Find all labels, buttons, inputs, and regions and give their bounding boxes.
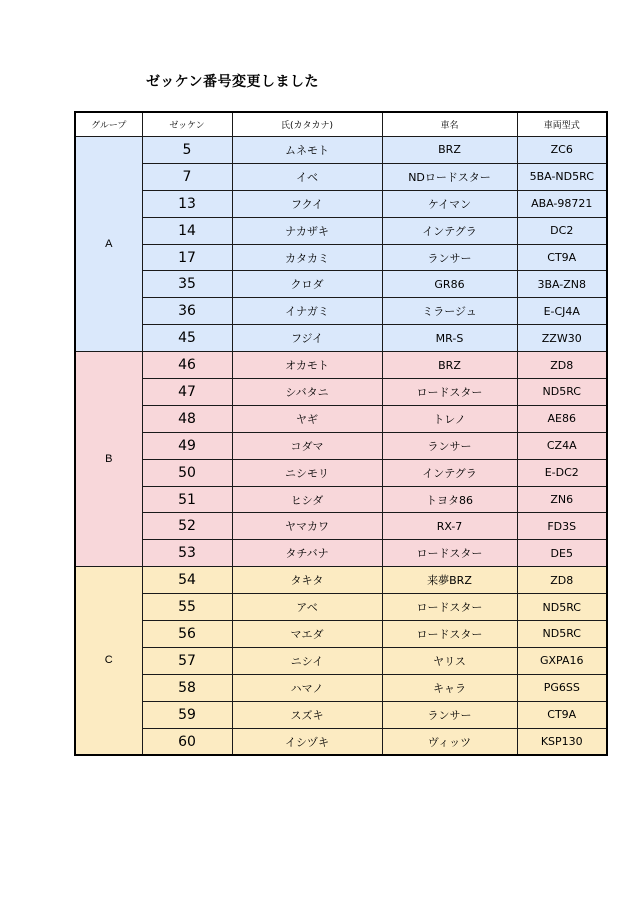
car-name-cell: ランサー [382,701,517,728]
driver-name-cell: マエダ [232,621,382,648]
car-model-cell: FD3S [517,513,607,540]
bib-number-cell: 58 [142,674,232,701]
bib-number-cell: 17 [142,244,232,271]
driver-name-cell: ハマノ [232,674,382,701]
driver-name-cell: イベ [232,163,382,190]
table-row [75,486,607,513]
car-model-cell: CT9A [517,244,607,271]
table-header-row [75,112,607,137]
car-name-cell: キャラ [382,674,517,701]
car-model-cell: KSP130 [517,728,607,755]
table-row [75,325,607,352]
table-row [75,244,607,271]
table-row [75,701,607,728]
bib-number-cell: 49 [142,432,232,459]
car-model-cell: ZN6 [517,486,607,513]
driver-name-cell: カタカミ [232,244,382,271]
table-row [75,647,607,674]
car-model-cell: ABA-98721 [517,190,607,217]
driver-name-cell: スズキ [232,701,382,728]
table-row [75,513,607,540]
car-name-cell: MR-S [382,325,517,352]
car-name-cell: ヤリス [382,647,517,674]
driver-name-cell: イシヅキ [232,728,382,755]
bib-number-cell: 14 [142,217,232,244]
driver-name-cell: シバタニ [232,379,382,406]
driver-name-cell: タチバナ [232,540,382,567]
header-model: 車両型式 [517,112,607,137]
car-model-cell: ZC6 [517,137,607,164]
car-model-cell: GXPA16 [517,647,607,674]
driver-name-cell: ナカザキ [232,217,382,244]
table-row [75,540,607,567]
car-name-cell: インテグラ [382,217,517,244]
driver-name-cell: タキタ [232,567,382,594]
car-model-cell: ND5RC [517,379,607,406]
table-row [75,190,607,217]
group-label-a: A [75,137,142,352]
car-model-cell: 3BA-ZN8 [517,271,607,298]
table-row [75,271,607,298]
driver-name-cell: コダマ [232,432,382,459]
header-name: 氏(カタカナ) [232,112,382,137]
driver-name-cell: イナガミ [232,298,382,325]
table-row [75,432,607,459]
car-name-cell: インテグラ [382,459,517,486]
driver-name-cell: ムネモト [232,137,382,164]
bib-number-cell: 60 [142,728,232,755]
bib-number-cell: 57 [142,647,232,674]
car-name-cell: ミラージュ [382,298,517,325]
bib-number-cell: 50 [142,459,232,486]
car-name-cell: ロードスター [382,379,517,406]
group-label-b: B [75,352,142,567]
car-name-cell: NDロードスター [382,163,517,190]
header-group: グループ [75,112,142,137]
bib-number-cell: 36 [142,298,232,325]
car-name-cell: ヴィッツ [382,728,517,755]
bib-number-cell: 53 [142,540,232,567]
group-label-c: C [75,567,142,756]
bib-number-cell: 52 [142,513,232,540]
table-row [75,567,607,594]
driver-name-cell: アベ [232,594,382,621]
car-name-cell: BRZ [382,352,517,379]
bib-number-cell: 5 [142,137,232,164]
bib-number-cell: 48 [142,405,232,432]
car-name-cell: BRZ [382,137,517,164]
car-name-cell: ケイマン [382,190,517,217]
car-name-cell: ランサー [382,244,517,271]
car-model-cell: AE86 [517,405,607,432]
car-name-cell: 来夢BRZ [382,567,517,594]
bib-number-cell: 51 [142,486,232,513]
page-title: ゼッケン番号変更しました [146,74,320,90]
car-name-cell: トヨタ86 [382,486,517,513]
car-name-cell: トレノ [382,405,517,432]
car-name-cell: ロードスター [382,594,517,621]
driver-name-cell: クロダ [232,271,382,298]
car-model-cell: ND5RC [517,621,607,648]
car-name-cell: ロードスター [382,621,517,648]
bib-number-cell: 45 [142,325,232,352]
table-row [75,405,607,432]
table-row [75,594,607,621]
car-model-cell: E-DC2 [517,459,607,486]
car-model-cell: DE5 [517,540,607,567]
car-name-cell: ランサー [382,432,517,459]
table-row [75,621,607,648]
car-model-cell: ZZW30 [517,325,607,352]
car-name-cell: RX-7 [382,513,517,540]
table-row [75,217,607,244]
table-row [75,352,607,379]
header-number: ゼッケン [142,112,232,137]
car-model-cell: ZD8 [517,567,607,594]
driver-name-cell: オカモト [232,352,382,379]
table-row [75,674,607,701]
driver-name-cell: フジイ [232,325,382,352]
driver-name-cell: ヤマカワ [232,513,382,540]
bib-number-cell: 59 [142,701,232,728]
driver-name-cell: ヤギ [232,405,382,432]
bib-number-cell: 47 [142,379,232,406]
car-model-cell: CT9A [517,701,607,728]
bib-number-cell: 35 [142,271,232,298]
car-model-cell: DC2 [517,217,607,244]
bib-number-cell: 54 [142,567,232,594]
car-model-cell: CZ4A [517,432,607,459]
driver-name-cell: ヒシダ [232,486,382,513]
table-row [75,379,607,406]
table-row [75,459,607,486]
table-row [75,728,607,755]
table-body [75,137,607,756]
table-row [75,137,607,164]
table-row [75,298,607,325]
car-model-cell: E-CJ4A [517,298,607,325]
car-model-cell: 5BA-ND5RC [517,163,607,190]
header-car: 車名 [382,112,517,137]
car-name-cell: GR86 [382,271,517,298]
car-model-cell: ZD8 [517,352,607,379]
car-model-cell: PG6SS [517,674,607,701]
bib-number-cell: 56 [142,621,232,648]
table-row [75,163,607,190]
driver-name-cell: ニシモリ [232,459,382,486]
bib-number-table [74,111,608,756]
driver-name-cell: ニシイ [232,647,382,674]
bib-number-cell: 13 [142,190,232,217]
car-model-cell: ND5RC [517,594,607,621]
driver-name-cell: フクイ [232,190,382,217]
bib-number-cell: 55 [142,594,232,621]
bib-number-cell: 7 [142,163,232,190]
bib-number-cell: 46 [142,352,232,379]
car-name-cell: ロードスター [382,540,517,567]
